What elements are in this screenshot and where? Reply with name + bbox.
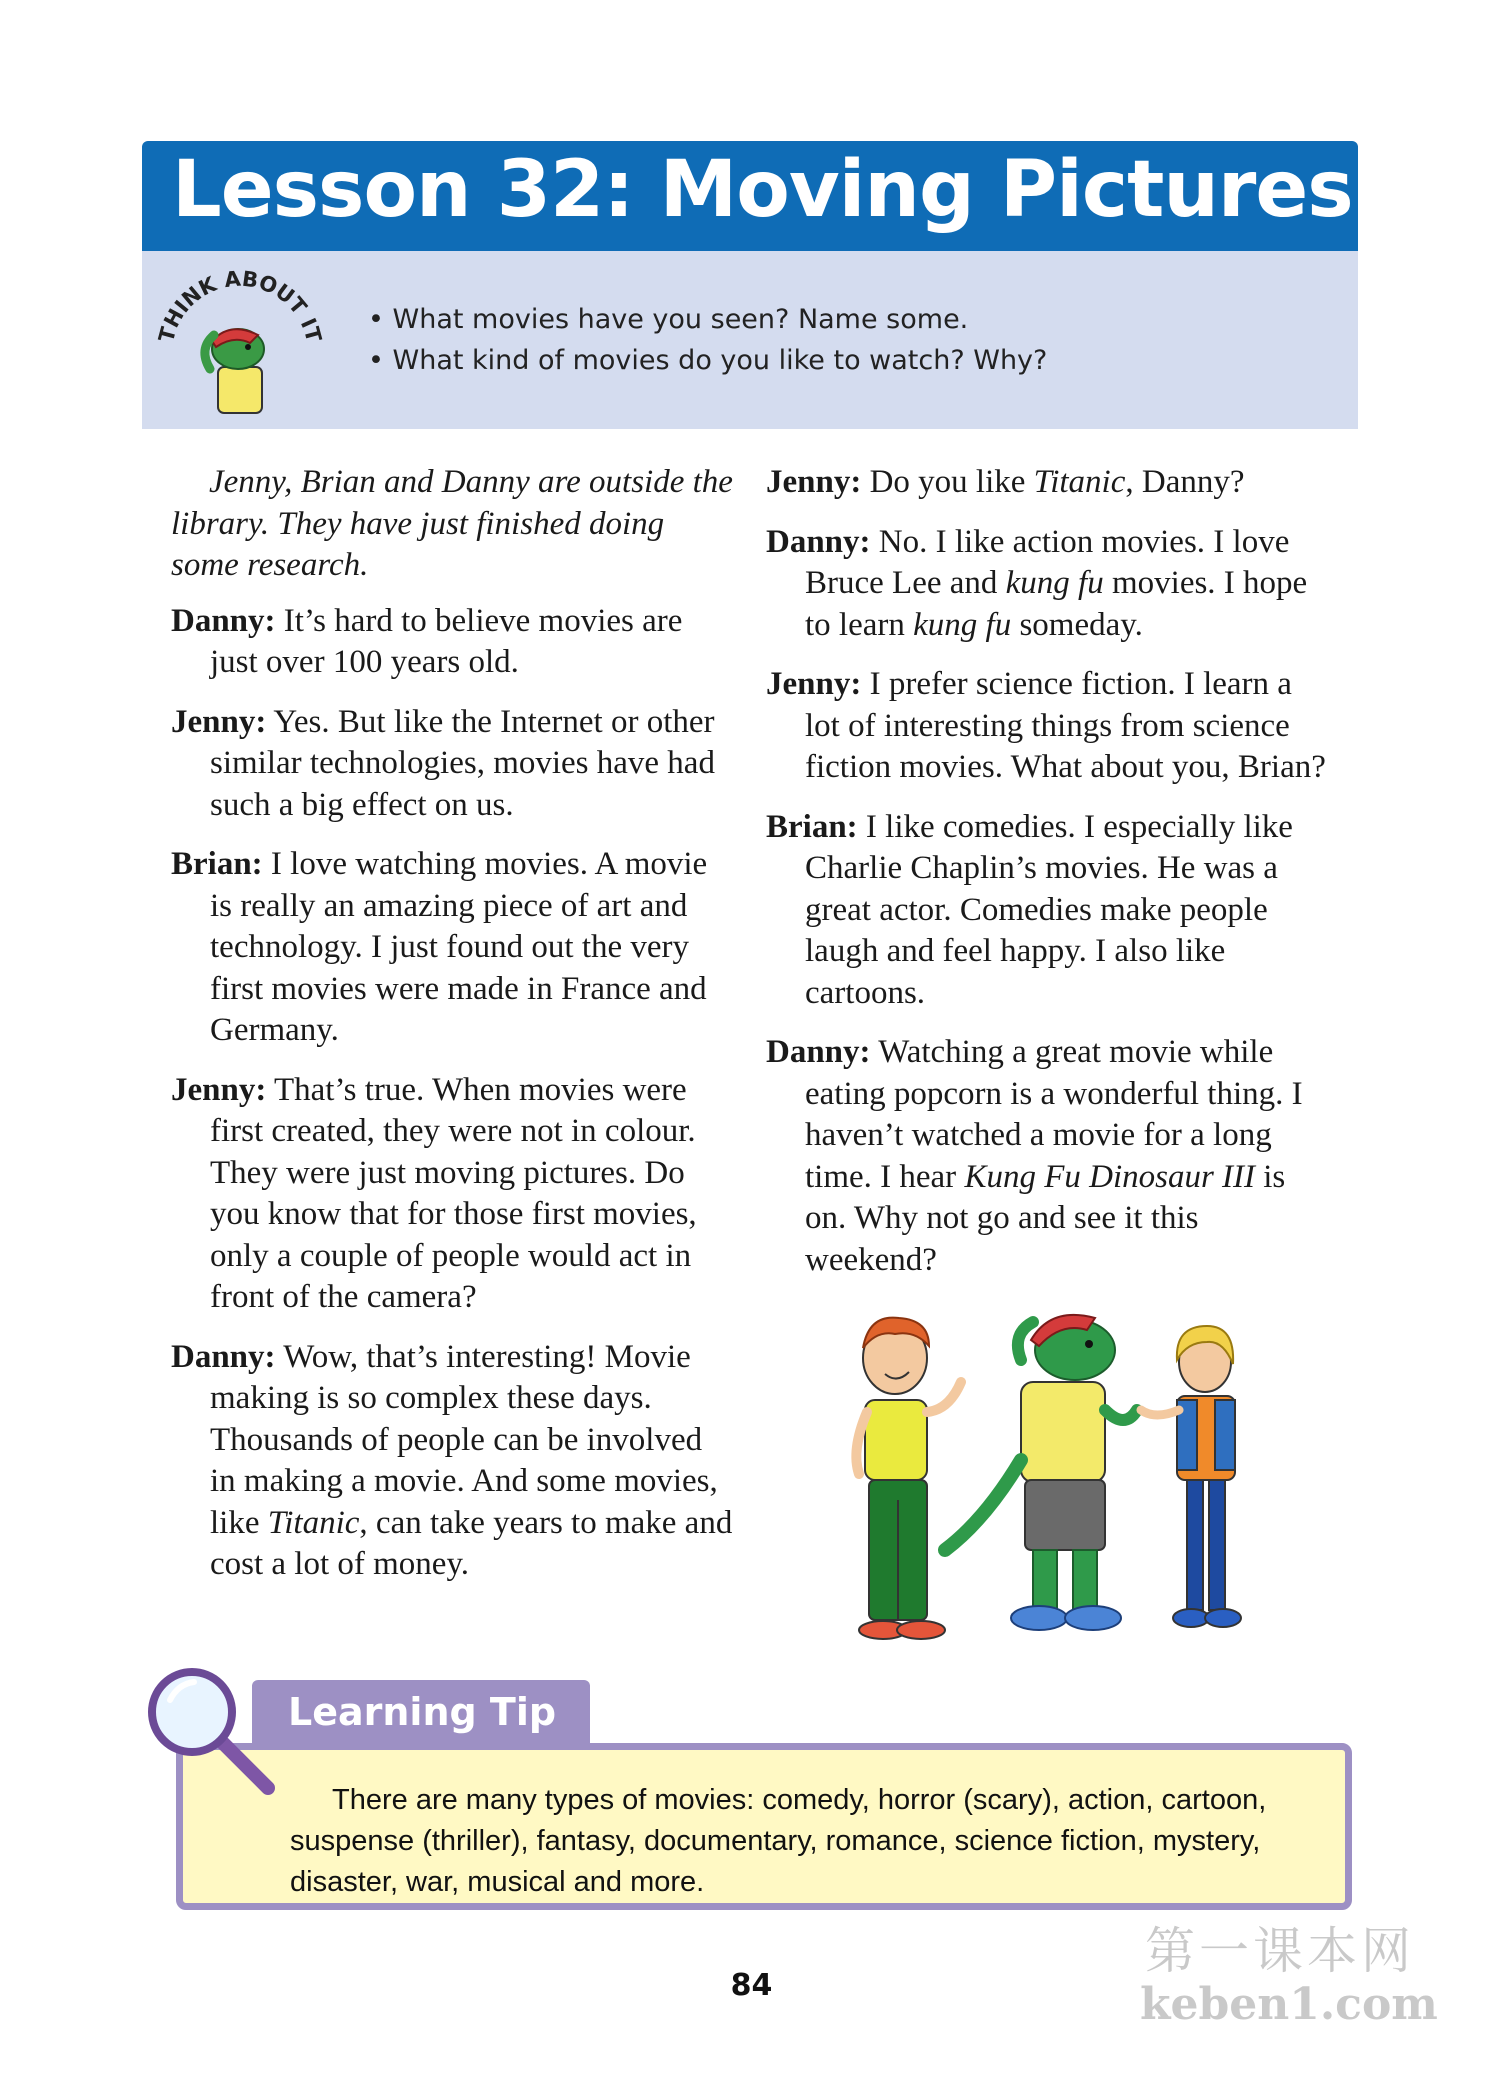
dialogue-left-column — [171, 462, 736, 1604]
speaker-name: Jenny: — [766, 464, 862, 500]
speaker-name: Danny: — [171, 602, 276, 639]
speaker-name: Brian: — [766, 808, 858, 845]
characters-illustration — [825, 1300, 1315, 1660]
dialogue-line — [766, 462, 1331, 504]
learning-tip-box — [176, 1743, 1352, 1910]
speaker-name: Jenny: — [171, 703, 267, 740]
dialogue-line — [171, 601, 736, 684]
think-about-it-logo — [150, 269, 330, 419]
learning-tip-tab — [252, 1680, 590, 1746]
movie-title: Kung Fu Dinosaur III — [964, 1158, 1256, 1195]
emphasis: kung fu — [1005, 565, 1104, 601]
watermark-url: keben1.com — [1140, 1979, 1438, 2030]
watermark — [1140, 1922, 1438, 2030]
dialogue-line — [171, 1070, 736, 1319]
dinosaur-character-icon — [945, 1315, 1137, 1630]
movie-title: Titanic — [267, 1504, 360, 1541]
scene-intro: Jenny, Brian and Danny are outside the library. They have just finished doing some research. — [171, 464, 733, 583]
speaker-name: Brian: — [171, 846, 263, 882]
think-question: • What kind of movies do you like to watch? Why? — [368, 340, 1047, 381]
learning-tip-text: There are many types of movies: comedy, horror (scary), action, cartoon, suspense (thriller), fantasy, documentary, romance, science fiction, mystery, disaster, war, musical and more. — [290, 1784, 1267, 1898]
dialogue-text: movies. I hope to learn — [805, 565, 1308, 643]
think-about-it-box — [142, 251, 1358, 429]
dialogue-line — [171, 844, 736, 1052]
dialogue-line — [171, 1337, 736, 1586]
watermark-chinese: 第一课本网 — [1145, 1922, 1415, 1980]
emphasis: kung fu — [913, 606, 1012, 643]
svg-text:THINK ABOUT IT: THINK ABOUT IT — [154, 269, 326, 345]
dialogue-text: I prefer science fiction. I learn a lot of interesting things from science fiction movies. What about you, Brian? — [805, 666, 1326, 785]
dialogue-text: It’s hard to believe movies are just over 100 years old. — [210, 602, 683, 680]
think-questions — [368, 299, 1047, 381]
dialogue-line — [766, 807, 1331, 1015]
magnifying-glass-icon — [140, 1660, 280, 1800]
dialogue-text: , Danny? — [1125, 464, 1245, 500]
speaker-name: Jenny: — [171, 1071, 267, 1108]
dialogue-text: That’s true. When movies were first created, they were not in colour. They were just moving pictures. Do you know that for those first movies, only a couple of people would act in front of the camera? — [210, 1071, 697, 1315]
dinosaur-mascot-icon — [205, 329, 264, 413]
think-question: • What movies have you seen? Name some. — [368, 299, 1047, 340]
dialogue-text: Do you like — [869, 464, 1034, 500]
dialogue-line — [171, 702, 736, 827]
speaker-name: Danny: — [766, 523, 871, 560]
lesson-title-bar — [142, 141, 1358, 251]
dialogue-text: Watching a great movie while eating popcorn is a wonderful thing. I haven’t watched a movie for a long time. I hear — [805, 1034, 1303, 1195]
dialogue-text: , can take years to make and cost a lot of money. — [210, 1504, 733, 1582]
dialogue-text: Yes. But like the Internet or other similar technologies, movies have had such a big effect on us. — [210, 703, 715, 823]
dialogue-line — [766, 1032, 1331, 1281]
speaker-name: Danny: — [766, 1034, 871, 1070]
learning-tip-label: Learning Tip — [288, 1690, 557, 1734]
speaker-name: Danny: — [171, 1338, 276, 1375]
dialogue-text: is on. Why not go and see it this weekend? — [805, 1158, 1286, 1278]
movie-title: Titanic — [1033, 464, 1126, 500]
dialogue-right-column — [766, 462, 1331, 1299]
girl-character-icon — [1141, 1326, 1241, 1627]
dialogue-text: I like comedies. I especially like Charlie Chaplin’s movies. He was a great actor. Comedies make people laugh and feel happy. I also like cartoons. — [805, 808, 1293, 1011]
dialogue-line — [766, 522, 1331, 647]
page-number: 84 — [730, 1968, 773, 2003]
lesson-title: Lesson 32: Moving Pictures — [172, 145, 1353, 235]
dialogue-text: No. I like action movies. I love Bruce Lee and — [805, 523, 1290, 601]
boy-character-icon — [856, 1318, 961, 1639]
dialogue-text: Wow, that’s interesting! Movie making is so complex these days. Thousands of people can be involved in making a movie. And some movies, like — [210, 1338, 718, 1541]
dialogue-text: I love watching movies. A movie is really an amazing piece of art and technology. I just found out the very first movies were made in France and Germany. — [210, 846, 708, 1048]
speaker-name: Jenny: — [766, 666, 862, 702]
dialogue-line — [766, 664, 1331, 789]
dialogue-text: someday. — [1011, 606, 1143, 643]
